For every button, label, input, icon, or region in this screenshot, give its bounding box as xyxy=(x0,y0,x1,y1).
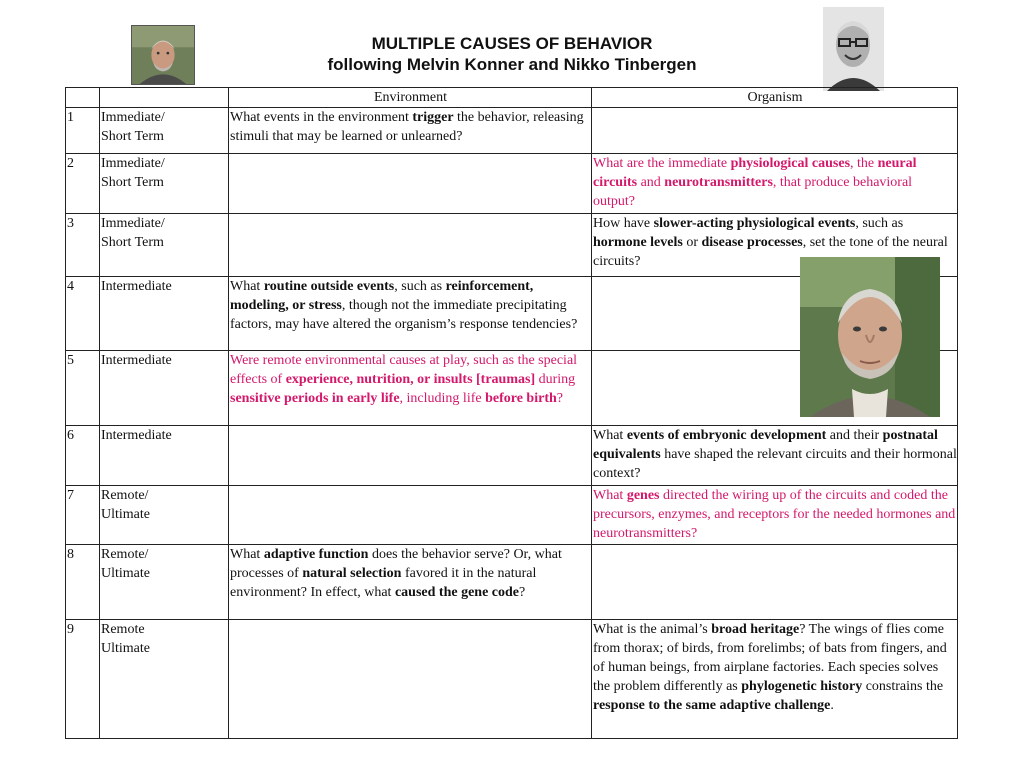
organism-text-segment: , set the tone of the neural circuits? xyxy=(593,235,948,269)
environment-text-segment: trigger xyxy=(412,110,454,125)
organism-text-segment: broad heritage xyxy=(711,622,800,637)
cell-environment xyxy=(229,351,592,426)
organism-text-segment: phylogenetic history xyxy=(741,679,863,694)
organism-text-segment: physiological causes xyxy=(730,156,851,171)
environment-text-segment: before birth xyxy=(485,391,557,406)
environment-text-segment: reinforcement, modeling, or stress xyxy=(230,279,534,313)
cell-organism xyxy=(592,486,958,545)
environment-text-segment: , such as xyxy=(394,279,446,294)
page-title: MULTIPLE CAUSES OF BEHAVIOR xyxy=(371,34,653,53)
row-number: 6 xyxy=(66,426,100,486)
environment-text-segment: caused the gene code xyxy=(394,585,519,600)
organism-text-segment: events of embryonic development xyxy=(626,428,827,443)
cell-environment xyxy=(229,154,592,214)
organism-text-segment: response to the same adaptive challenge xyxy=(593,698,831,713)
row-number: 2 xyxy=(66,154,100,214)
row-term: Remote Ultimate xyxy=(100,620,229,739)
organism-text-segment: slower-acting physiological events xyxy=(653,216,856,231)
organism-text-segment: disease processes xyxy=(701,235,803,250)
row-number: 4 xyxy=(66,277,100,351)
cell-organism xyxy=(592,426,958,486)
organism-text-segment: What xyxy=(593,428,627,443)
organism-text-segment: What are the immediate xyxy=(593,156,731,171)
environment-text-segment: experience, nutrition, or insults [traumas] xyxy=(285,372,536,387)
environment-text-segment: the behavior, releasing stimuli that may be learned or unlearned? xyxy=(230,110,584,144)
table-row xyxy=(66,154,958,214)
organism-text-segment: . xyxy=(830,698,834,713)
environment-text-segment: routine outside events xyxy=(263,279,395,294)
environment-text-segment: ? xyxy=(519,585,526,600)
environment-text-segment: adaptive function xyxy=(263,547,369,562)
cell-environment xyxy=(229,620,592,739)
organism-text-segment: neural circuits xyxy=(593,156,917,190)
table-row xyxy=(66,108,958,154)
organism-text-segment: postnatal equivalents xyxy=(593,428,938,462)
environment-text-segment: ? xyxy=(556,391,563,406)
environment-text-segment: What xyxy=(230,547,264,562)
header-term xyxy=(100,88,229,108)
table-header-row xyxy=(66,88,958,108)
organism-text-segment: , the xyxy=(850,156,878,171)
organism-text-segment: , such as xyxy=(855,216,904,231)
organism-text-segment: directed the wiring up of the circuits and coded the precursors, enzymes, and receptors for the needed hormones and neurotransmitters? xyxy=(593,488,956,541)
row-number: 9 xyxy=(66,620,100,739)
portrait-photo-right xyxy=(823,7,884,91)
row-term: Intermediate xyxy=(100,351,229,426)
row-term: Intermediate xyxy=(100,277,229,351)
row-number: 1 xyxy=(66,108,100,154)
page-subtitle: following Melvin Konner and Nikko Tinbergen xyxy=(327,55,697,74)
header-organism: Organism xyxy=(592,88,958,108)
organism-text-segment: neurotransmitters xyxy=(664,175,773,190)
row-term: Immediate/ Short Term xyxy=(100,108,229,154)
header-environment: Environment xyxy=(229,88,592,108)
cell-environment xyxy=(229,108,592,154)
organism-text-segment: ? The wings of flies come from thorax; of birds, from forelimbs; of bats from fingers, and of human beings, from airplane factories. Each species solves the problem differently as xyxy=(593,622,947,694)
organism-text-segment: hormone levels xyxy=(593,235,683,250)
cell-organism xyxy=(592,620,958,739)
organism-text-segment: genes xyxy=(626,488,660,503)
row-term: Remote/ Ultimate xyxy=(100,545,229,620)
environment-text-segment: What xyxy=(230,279,264,294)
cell-environment xyxy=(229,277,592,351)
cell-organism xyxy=(592,154,958,214)
row-number: 8 xyxy=(66,545,100,620)
organism-text-segment: What xyxy=(593,488,627,503)
environment-text-segment: Were remote environmental causes at play, such as the special effects of xyxy=(230,353,578,387)
organism-text-segment: or xyxy=(682,235,702,250)
organism-text-segment: , that produce behavioral output? xyxy=(593,175,913,209)
environment-text-segment: natural selection xyxy=(302,566,402,581)
environment-text-segment: during xyxy=(535,372,576,387)
organism-text-segment: constrains the xyxy=(862,679,944,694)
organism-text-segment: What is the animal’s xyxy=(593,622,712,637)
cell-organism xyxy=(592,108,958,154)
cell-organism xyxy=(592,545,958,620)
row-number: 5 xyxy=(66,351,100,426)
organism-text-segment: and their xyxy=(826,428,883,443)
environment-text-segment: What events in the environment xyxy=(230,110,413,125)
environment-text-segment: , though not the immediate precipitating factors, may have altered the organism’s response tendencies? xyxy=(230,298,578,332)
environment-text-segment: favored it in the natural environment? In effect, what xyxy=(230,566,537,600)
environment-text-segment: sensitive periods in early life xyxy=(230,391,400,406)
organism-text-segment: have shaped the relevant circuits and their hormonal context? xyxy=(593,447,957,481)
row-term: Immediate/ Short Term xyxy=(100,154,229,214)
table-row xyxy=(66,486,958,545)
table-row xyxy=(66,545,958,620)
organism-text-segment: How have xyxy=(593,216,654,231)
table-row xyxy=(66,426,958,486)
row-number: 7 xyxy=(66,486,100,545)
portrait-photo-overlay xyxy=(800,257,940,417)
organism-text-segment: and xyxy=(637,175,665,190)
row-number: 3 xyxy=(66,214,100,277)
cell-environment xyxy=(229,486,592,545)
cell-environment xyxy=(229,545,592,620)
cell-environment xyxy=(229,214,592,277)
table-row xyxy=(66,620,958,739)
row-term: Immediate/ Short Term xyxy=(100,214,229,277)
portrait-photo-left xyxy=(131,25,195,85)
environment-text-segment: , including life xyxy=(399,391,486,406)
row-term: Remote/ Ultimate xyxy=(100,486,229,545)
environment-text-segment: does the behavior serve? Or, what processes of xyxy=(230,547,562,581)
header-num xyxy=(66,88,100,108)
cell-environment xyxy=(229,426,592,486)
row-term: Intermediate xyxy=(100,426,229,486)
